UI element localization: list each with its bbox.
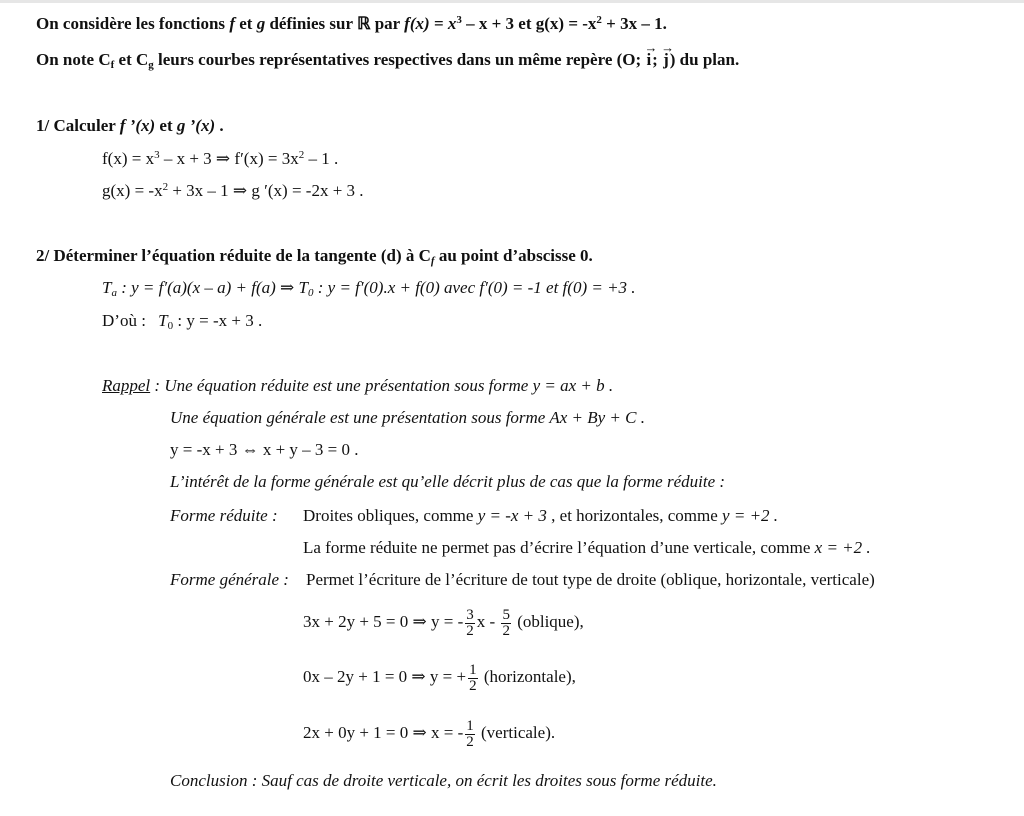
fraction: $\frac{1}{2}$	[466, 717, 474, 750]
fraction: $\frac{5}{2}$	[502, 606, 510, 639]
rappel-line-2: Une équation générale est une présentation sous forme Ax + By + C .	[170, 408, 645, 427]
forme-reduite-line-2: La forme réduite ne permet pas d’écrire l’équation d’une verticale, comme x = +2 .	[303, 538, 871, 557]
forme-reduite-line-1: Droites obliques, comme y = -x + 3 , et horizontales, comme y = +2 .	[303, 506, 779, 525]
question-1-title: 1/ Calculer f ’(x) et g ’(x) .	[36, 116, 224, 135]
intro-line-2: On note $C_f$ et $C_g$ leurs courbes représentatives respectives dans un même repère (O; → i; → j) du plan.	[36, 49, 739, 71]
real-numbers-symbol: ℝ	[357, 14, 371, 33]
q1-equation-g: $g(x) = -x^2 + 3x - 1$ ⇒ g ′(x) = -2x + 3 .	[102, 181, 364, 200]
conclusion	[170, 770, 717, 792]
rappel-equivalence: y = -x + 3 ⇔ x + y – 3 = 0 .	[170, 440, 359, 459]
forme-generale-line-1: Permet l’écriture de l’écriture de tout type de droite (oblique, horizontale, verticale)	[306, 570, 875, 589]
intro-line-1: On considère les fonctions f et g définies sur ℝ par $f(x) = x^3 - x + 3$ et $g(x) = -x^2 + 3x - 1$.	[36, 14, 667, 33]
q2-tangent-formula: $T_a$ : y = f′(a)(x – a) + f(a) ⇒ $T_0$ : y = f′(0).x + f(0) avec f′(0) = -1 et f(0) = +3 .	[102, 278, 636, 299]
q1-equation-f: $f(x) = x^3 - x + 3$ ⇒ $f'(x) = 3x^2 - 1$ .	[102, 149, 339, 168]
fraction: $\frac{1}{2}$	[469, 661, 477, 694]
rappel-line-1: Rappel : Une équation réduite est une présentation sous forme y = ax + b .	[102, 376, 614, 395]
example-verticale: 2x + 0y + 1 = 0 ⇒ x = - $\frac{1}{2}$ (verticale).	[303, 717, 556, 750]
fraction: $\frac{3}{2}$	[466, 606, 474, 639]
example-oblique: 3x + 2y + 5 = 0 ⇒ y = - $\frac{3}{2}$ x - $\frac{5}{2}$ (oblique),	[303, 606, 584, 639]
q2-result: D’où : $T_0$ : y = -x + 3 .	[102, 311, 263, 332]
rappel-label: Rappel	[102, 376, 151, 395]
top-border	[0, 0, 1024, 3]
example-horizontale: 0x – 2y + 1 = 0 ⇒ y = + $\frac{1}{2}$ (horizontale),	[303, 661, 576, 694]
conclusion-label: Conclusion :	[170, 771, 258, 790]
question-2-title: 2/ Déterminer l’équation réduite de la tangente (d) à $C_f$ au point d’abscisse 0.	[36, 246, 593, 267]
vector-j: → j	[662, 49, 670, 71]
vector-i: → i	[645, 49, 652, 71]
conclusion-text: Sauf cas de droite verticale, on écrit les droites sous forme réduite.	[261, 771, 717, 790]
forme-generale-label: Forme générale :	[170, 570, 289, 589]
forme-reduite-label: Forme réduite :	[170, 506, 278, 525]
rappel-interest: L’intérêt de la forme générale est qu’elle décrit plus de cas que la forme réduite :	[170, 472, 726, 491]
